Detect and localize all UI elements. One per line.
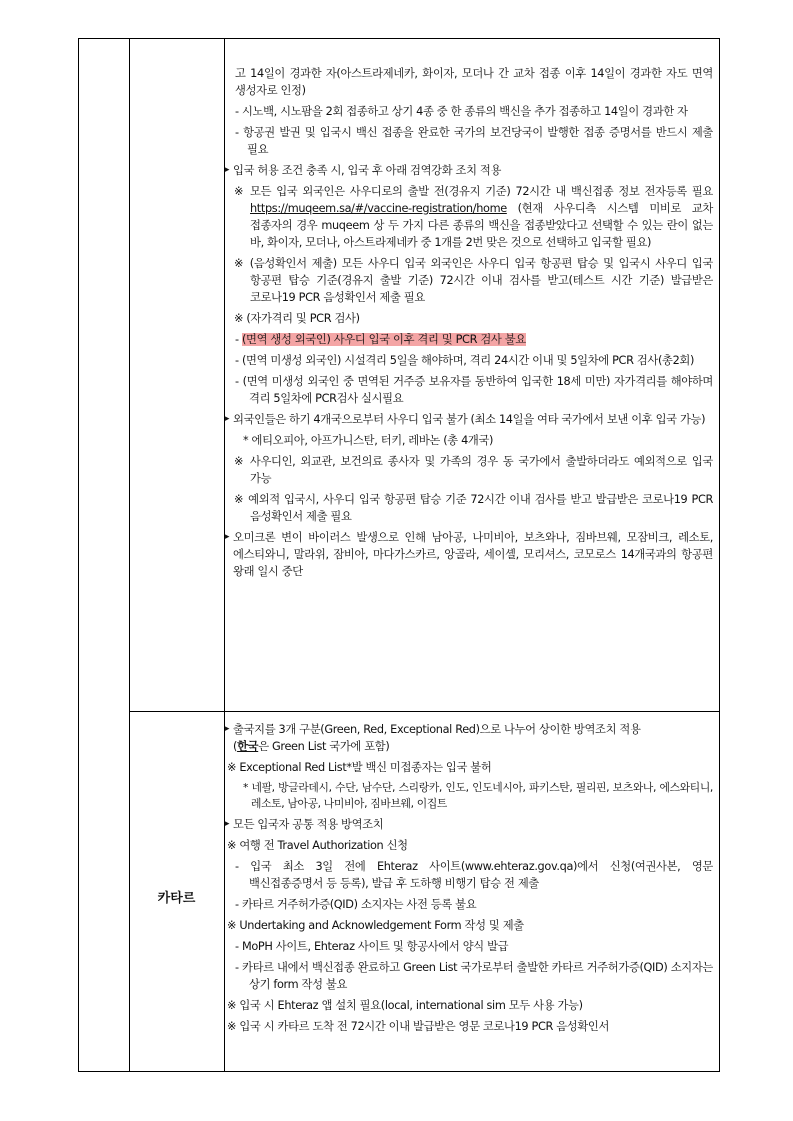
saudi-omicron-bullet: ▸ 오미크론 변이 바이러스 발생으로 인해 남아공, 나미비아, 보츠와나, 짐바브웨, 모잠비크, 레소토, 에스티와니, 말라위, 잠비아, 마다가스카르, 앙골라, 세이셸, 모리셔스, 코모로스 14개국과의 항공편 왕래 일시 중단: [225, 529, 713, 580]
qatar-qid-item: - 카타르 거주허가증(QID) 소지자는 사전 등록 불요: [235, 898, 477, 911]
qatar-red-list-countries: * 네팔, 방글라데시, 수단, 남수단, 스리랑카, 인도, 인도네시아, 파키스탄, 필리핀, 보츠와나, 에스와티니, 레소토, 남아공, 나미비아, 짐바브웨, 이집트: [243, 781, 713, 810]
green-list-text: 은 Green List 국가에 포함): [258, 740, 390, 753]
qatar-travel-authorization-note: ※ 여행 전 Travel Authorization 신청: [227, 839, 408, 852]
saudi-registration-text-after: (현재 사우디측 시스템 미비로 교차 접종자의 경우 muqeem 상 두 가지 다른 종류의 백신을 접종받았다고 선택할 수 있는 란이 없는 바, 화이자, 모더나, 아스트라제네카 중 1개를 2번 맞은 것으로 선택하고 입국할 필요): [250, 202, 713, 249]
qatar-ehteraz-item: - 입국 최소 3일 전에 Ehteraz 사이트(www.ehteraz.gov.qa)에서 신청(여권사본, 영문 백신접종증명서 등 등록), 발급 후 도하행 비행기 탑승 전 제출: [235, 860, 713, 890]
saudi-registration-note: [225, 183, 713, 251]
saudi-self-quarantine-note: ※ (자가격리 및 PCR 검사): [234, 312, 360, 325]
muqeem-link[interactable]: https://muqeem.sa/#/vaccine-registration/home: [250, 202, 507, 215]
qatar-form-exempt-item: - 카타르 내에서 백신접종 완료하고 Green List 국가로부터 출발한 카타르 거주허가증(QID) 소지자는 상기 form 작성 불요: [235, 961, 713, 991]
saudi-exception-note: ※ 사우디인, 외교관, 보건의료 종사자 및 가족의 경우 동 국가에서 출발하더라도 예외적으로 입국 가능: [234, 455, 713, 485]
saudi-content: [225, 65, 713, 584]
country-name-qatar: 카타르: [157, 891, 196, 906]
qatar-common-measures-bullet: ▸ 모든 입국자 공통 적용 방역조치: [225, 816, 713, 833]
korea-label: 한국: [237, 740, 259, 753]
qatar-app-note: ※ 입국 시 Ehteraz 앱 설치 필요(local, international sim 모두 사용 가능): [227, 999, 583, 1012]
qatar-pcr-note: ※ 입국 시 카타르 도착 전 72시간 이내 발급받은 영문 코로나19 PCR 음성확인서: [227, 1020, 610, 1033]
qatar-classification-text: 출국지를 3개 구분(Green, Red, Exceptional Red)으로 나누어 상이한 방역조치 적용: [233, 723, 641, 736]
saudi-banned-countries-list: * 에티오피아, 아프가니스탄, 터키, 레바논 (총 4개국): [243, 434, 494, 447]
qatar-red-list-note: ※ Exceptional Red List*발 백신 미접종자는 입국 불허: [227, 761, 492, 774]
saudi-continued-text: 고 14일이 경과한 자(아스트라제네카, 화이자, 모더나 간 교차 접종 이후 14일이 경과한 자도 면역 생성자로 인정): [235, 67, 713, 97]
row-divider: [129, 711, 719, 712]
saudi-registration-text: ※ 모든 입국 외국인은 사우디로의 출발 전(경유지 기준) 72시간 내 백신접종 정보 전자등록 필요: [234, 185, 713, 198]
qatar-form-source-item: - MoPH 사이트, Ehteraz 사이트 및 항공사에서 양식 발급: [235, 940, 509, 953]
saudi-exception-pcr-note: ※ 예외적 입국시, 사우디 입국 항공편 탑승 기준 72시간 이내 검사를 받고 발급받은 코로나19 PCR 음성확인서 제출 필요: [234, 493, 713, 523]
qatar-content: [225, 721, 713, 1039]
regulation-table: [78, 38, 720, 1072]
dash: -: [235, 333, 242, 346]
qatar-classification-bullet: [225, 721, 713, 755]
saudi-minor-item: - (면역 미생성 외국인 중 면역된 거주증 보유자를 동반하여 입국한 18세 미만) 자가격리를 해야하며 격리 5일차에 PCR검사 실시필요: [235, 375, 713, 405]
saudi-banned-countries-bullet: ▸ 외국인들은 하기 4개국으로부터 사우디 입국 불가 (최소 14일을 여타 국가에서 보낸 이후 입국 가능): [225, 411, 713, 428]
saudi-non-immune-item: - (면역 미생성 외국인) 시설격리 5일을 해야하며, 격리 24시간 이내 및 5일차에 PCR 검사(총2회): [235, 354, 695, 367]
saudi-immune-item: [225, 331, 713, 348]
paren-open: (: [233, 740, 238, 753]
qatar-undertaking-note: ※ Undertaking and Acknowledgement Form 작성 및 제출: [227, 919, 524, 932]
saudi-pcr-note: ※ (음성확인서 제출) 모든 사우디 입국 외국인은 사우디 입국 항공편 탑승 및 입국시 사우디 입국 항공편 탑승 기준(경유지 출발 기준) 72시간 이내 검사를 받고(테스트 시간 기준) 발급받은 코로나19 PCR 음성확인서 제출 필요: [234, 257, 713, 304]
saudi-sinovac-item: - 시노백, 시노팜을 2회 접종하고 상기 4종 중 한 종류의 백신을 추가 접종하고 14일이 경과한 자: [235, 105, 688, 118]
highlighted-text: (면역 생성 외국인) 사우디 입국 이후 격리 및 PCR 검사 불요: [241, 333, 526, 346]
saudi-certificate-item: - 항공권 발권 및 입국시 백신 접종을 완료한 국가의 보건당국이 발행한 접종 증명서를 반드시 제출 필요: [235, 126, 713, 156]
column-divider-1: [129, 39, 130, 1071]
saudi-quarantine-bullet: ▸ 입국 허용 조건 충족 시, 입국 후 아래 검역강화 조치 적용: [225, 162, 713, 179]
